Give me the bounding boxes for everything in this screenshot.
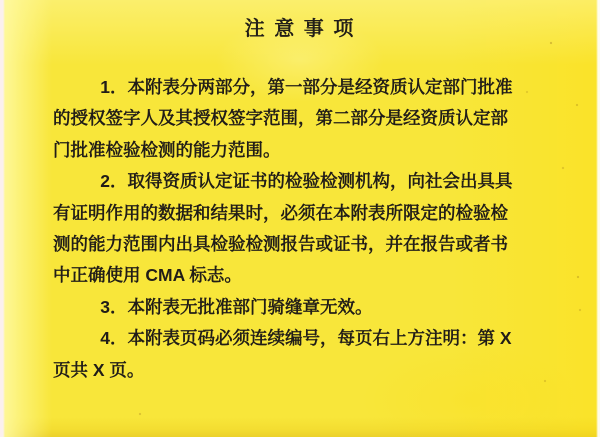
notes-line-6: 测的能力范围内出具检验检测报告或证书，并在报告或者书: [53, 234, 508, 255]
notes-line-10: 页共 X 页。: [53, 359, 145, 380]
notes-line-8: 3．本附表无批准部门骑缝章无效。: [100, 296, 373, 317]
notes-line-1: 1．本附表分两部分，第一部分是经资质认定部门批准: [100, 77, 513, 97]
notes-line-9: 4．本附表页码必须连续编号，每页右上方注明：第 X: [100, 328, 512, 349]
notes-line-4: 2．取得资质认定证书的检验检测机构，向社会出具具: [100, 171, 513, 192]
notes-line-5: 有证明作用的数据和结果时，必须在本附表所限定的检验检: [53, 202, 508, 223]
page-title: 注 意 事 项: [244, 18, 356, 40]
notes-text-block: [53, 72, 523, 386]
notes-line-7: 中正确使用 CMA 标志。: [53, 265, 242, 286]
notes-line-2: 的授权签字人及其授权签字范围，第二部分是经资质认定部: [53, 108, 508, 129]
notes-line-3: 门批准检验检测的能力范围。: [53, 139, 281, 160]
